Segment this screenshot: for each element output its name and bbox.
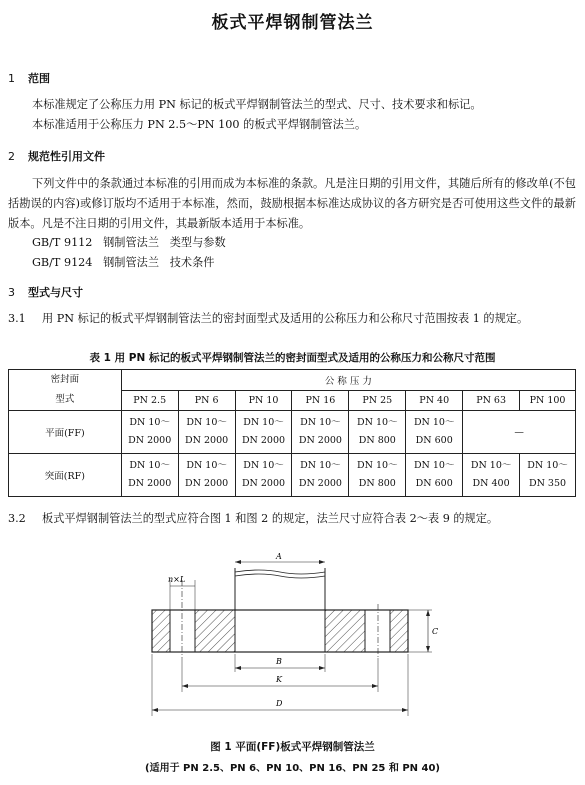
table-header-pn: PN 10 — [235, 391, 292, 411]
arrow — [235, 666, 241, 670]
table-cell — [349, 454, 406, 497]
section-number: 2 — [8, 150, 15, 163]
dn-from: DN 10～ — [243, 460, 284, 471]
dn-from: DN 10～ — [186, 417, 227, 428]
arrow — [182, 684, 188, 688]
dn-to: DN 800 — [358, 435, 396, 446]
figure-1-subcaption: (适用于 PN 2.5、PN 6、PN 10、PN 16、PN 25 和 PN 40) — [145, 763, 440, 774]
section-number: 1 — [8, 72, 15, 85]
flange-outline — [152, 610, 408, 652]
dn-to: DN 400 — [472, 478, 510, 489]
table-cell — [121, 411, 178, 454]
dn-to: DN 2000 — [128, 435, 172, 446]
table-header-pn: PN 6 — [178, 391, 235, 411]
normative-reference-1: GB/T 9112 钢制管法兰 类型与参数 — [32, 236, 226, 249]
table-cell — [292, 411, 349, 454]
table-header-pn: PN 25 — [349, 391, 406, 411]
normative-reference-2: GB/T 9124 钢制管法兰 技术条件 — [32, 256, 215, 269]
section-title: 型式与尺寸 — [28, 286, 83, 299]
table-header-seal-type — [9, 370, 122, 411]
section-title: 范围 — [28, 72, 50, 85]
dn-from: DN 10～ — [243, 417, 284, 428]
table-cell — [178, 411, 235, 454]
dn-to: DN 350 — [528, 478, 567, 489]
document-title: 板式平焊钢制管法兰 — [211, 13, 374, 33]
clause-number: 3.2 — [8, 512, 26, 525]
table-header-pn: PN 63 — [463, 391, 520, 411]
arrow — [402, 708, 408, 712]
table-cell — [292, 454, 349, 497]
dn-to: DN 600 — [415, 435, 453, 446]
section-title: 规范性引用文件 — [28, 150, 105, 163]
header-line: 型式 — [55, 394, 75, 405]
dn-from: DN 10～ — [300, 460, 341, 471]
table-row-rf — [9, 454, 576, 497]
arrow — [152, 708, 158, 712]
dn-from: DN 10～ — [413, 417, 455, 428]
section-2-paragraph: 下列文件中的条款通过本标准的引用而成为本标准的条款。凡是注日期的引用文件，其随后所有的修改单(不包括勘误的内容)或修订版均不适用于本标准，然而，鼓励根据本标准达成协议的各方研究是否可使用这些文件的最新版本。凡是不注日期的引用文件，其最新版本适用于本标准。 — [8, 177, 576, 230]
table-cell — [406, 411, 463, 454]
dn-from: DN 10～ — [186, 460, 227, 471]
dn-from: DN 10～ — [413, 460, 455, 471]
clause-text: 板式平焊钢制管法兰的型式应符合图 1 和图 2 的规定，法兰尺寸应符合表 2～表 9 的规定。 — [42, 512, 499, 525]
dn-from: DN 10～ — [129, 460, 170, 471]
section-1-paragraph-2: 本标准适用于公称压力 PN 2.5～PN 100 的板式平焊钢制管法兰。 — [32, 118, 367, 131]
label-C: C — [432, 627, 439, 636]
table-header-pn: PN 2.5 — [121, 391, 178, 411]
dn-to: DN 600 — [415, 478, 453, 489]
clause-3-2 — [8, 510, 576, 528]
hatch-region-outer-right — [390, 610, 408, 652]
dn-from: DN 10～ — [357, 417, 398, 428]
clause-number: 3.1 — [8, 312, 26, 325]
arrow — [372, 684, 378, 688]
table-header-nominal-pressure: 公 称 压 力 — [121, 370, 575, 391]
dn-to: DN 800 — [358, 478, 396, 489]
section-3-heading — [8, 284, 83, 300]
header-line: 密封面 — [50, 374, 80, 385]
label-B: B — [276, 657, 282, 666]
clause-3-1 — [8, 310, 576, 328]
table-1-caption: 表 1 用 PN 标记的板式平焊钢制管法兰的密封面型式及适用的公称压力和公称尺寸范围 — [89, 352, 496, 364]
hatch-region-outer-left — [152, 610, 170, 652]
dn-to: DN 2000 — [128, 478, 172, 489]
table-cell — [235, 411, 292, 454]
dn-to: DN 2000 — [298, 435, 342, 446]
table-cell — [520, 454, 576, 497]
table-header-pn: PN 16 — [292, 391, 349, 411]
dn-to: DN 2000 — [241, 435, 286, 446]
row-label: 平面(FF) — [9, 411, 122, 454]
section-2-heading — [8, 148, 105, 164]
table-cell — [406, 454, 463, 497]
dn-to: DN 2000 — [185, 478, 229, 489]
clause-text: 用 PN 标记的板式平焊钢制管法兰的密封面型式及适用的公称压力和公称尺寸范围按表 1 的规定。 — [42, 312, 529, 325]
table-cell — [121, 454, 178, 497]
dn-from: DN 10～ — [470, 460, 512, 471]
arrow — [426, 610, 430, 616]
flange-section-drawing — [140, 550, 450, 720]
label-D: D — [276, 699, 283, 708]
dn-from: DN 10～ — [129, 417, 170, 428]
table-cell-not-applicable: — — [463, 411, 576, 454]
table-header-pn: PN 100 — [520, 391, 576, 411]
arrow — [235, 560, 241, 564]
table-cell — [463, 454, 520, 497]
table-header-pn: PN 40 — [406, 391, 463, 411]
arrow — [319, 560, 325, 564]
dn-to: DN 2000 — [185, 435, 229, 446]
dn-from: DN 10～ — [357, 460, 398, 471]
section-number: 3 — [8, 286, 15, 299]
table-1 — [8, 369, 576, 497]
label-nL: n×L — [168, 575, 186, 584]
hatch-region-inner-left — [195, 610, 235, 652]
figure-1-caption: 图 1 平面(FF)板式平焊钢制管法兰 — [210, 741, 375, 753]
section-1-heading — [8, 70, 50, 86]
dn-to: DN 2000 — [241, 478, 286, 489]
table-cell — [235, 454, 292, 497]
dn-from: DN 10～ — [300, 417, 341, 428]
table-row-ff — [9, 411, 576, 454]
hatch-region-inner-right — [325, 610, 365, 652]
section-1-paragraph-1: 本标准规定了公称压力用 PN 标记的板式平焊钢制管法兰的型式、尺寸、技术要求和标记。 — [32, 98, 482, 111]
row-label: 突面(RF) — [9, 454, 122, 497]
dn-to: DN 2000 — [298, 478, 342, 489]
table-cell — [349, 411, 406, 454]
arrow — [426, 646, 430, 652]
dn-from: DN 10～ — [527, 460, 568, 471]
table-cell — [178, 454, 235, 497]
label-A: A — [276, 552, 282, 561]
arrow — [319, 666, 325, 670]
label-K: K — [276, 675, 282, 684]
